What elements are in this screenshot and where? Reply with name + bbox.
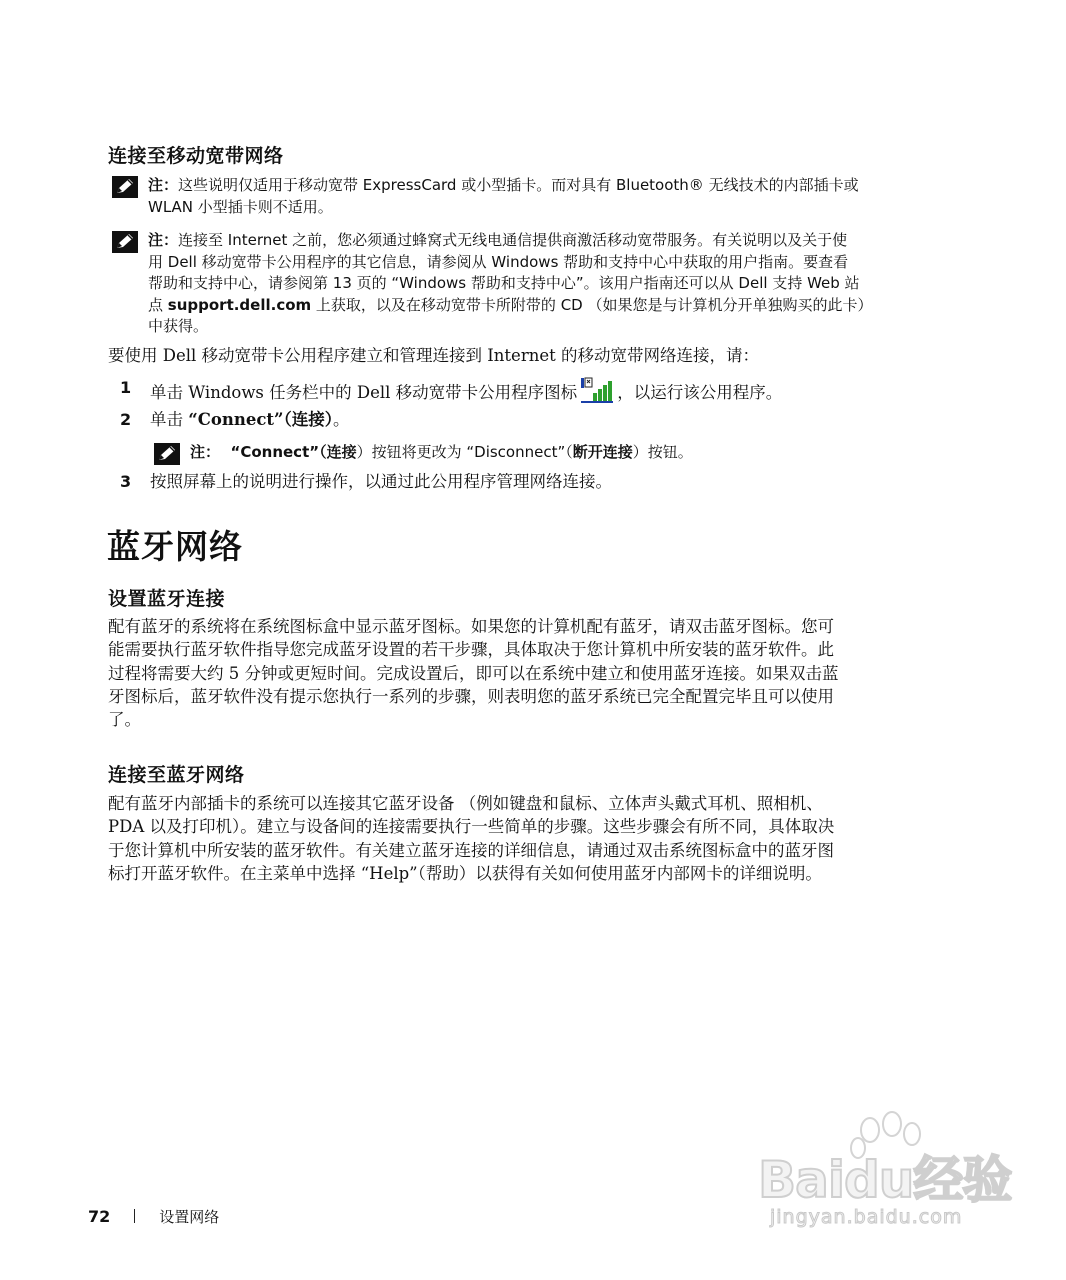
note-line: 这些说明仅适用于移动宽带 ExpressCard 或小型插卡。而对具有 Bluetooth® 无线技术的内部插卡或 <box>178 176 859 194</box>
setup-bluetooth-paragraph: 配有蓝牙的系统将在系统图标盒中显示蓝牙图标。如果您的计算机配有蓝牙，请双击蓝牙图标。您可 能需要执行蓝牙软件指导您完成蓝牙设置的若干步骤，具体取决于您计算机中所安装的蓝牙软件。此 过程将需要大约 5 分钟或更短时间。完成设置后，即可以在系统中建立和使用蓝牙连接。如果双击蓝 牙图标后，蓝牙软件没有提示您执行一系列的步骤，则表明您的蓝牙系统已完全配置完毕且可以使用 了。 <box>108 617 839 730</box>
heading-connect-bluetooth: 连接至蓝牙网络 <box>108 764 245 786</box>
heading-setup-bluetooth: 设置蓝牙连接 <box>108 588 226 610</box>
heading-bluetooth-network: 蓝牙网络 <box>107 527 243 566</box>
note-label: 注： <box>148 231 179 249</box>
connect-label: “Connect”（连接） <box>188 410 334 429</box>
intro-paragraph: 要使用 Dell 移动宽带卡公用程序建立和管理连接到 Internet 的移动宽带网络连接，请： <box>108 346 759 365</box>
connect-bluetooth-paragraph: 配有蓝牙内部插卡的系统可以连接其它蓝牙设备 （例如键盘和鼠标、立体声头戴式耳机、照相机、 PDA 以及打印机）。建立与设备间的连接需要执行一些简单的步骤。这些步骤会有所不同，具体取决 于您计算机中所安装的蓝牙软件。有关建立蓝牙连接的详细信息，请通过双击系统图标盒中的蓝牙图 标打开蓝牙软件。在主菜单中选择 “Help”（帮助）以获得有关如何使用蓝牙内部网卡的详细说明。 <box>108 794 835 883</box>
document-page: 连接至移动宽带网络 注：这些说明仅适用于移动宽带 ExpressCard 或小型插卡。而对具有 Bluetooth® 无线技术的内部插卡或 WLAN 小型插卡则不适用。 注：连接至 Internet 之前，您必须通过蜂窝式无线电通信提供商激活移动宽带服务。有关说明以及关于使 用 Dell 移动宽带卡公用程序的其它信息，请参阅从 Windows 帮助和支持中心中获取的用户指南。要查看 帮助和支持中心，请参阅第 13 页的 “Windows 帮助和支持中心”。该用户指南还可以从 Dell 支持 Web 站 点 support.dell.com 上获取，以及在移动宽带卡所附带的 CD （如果您是与计算机分开单独购买的此卡） 中获得。 要使用 Dell 移动宽带卡公用程序建立和管理连接到 Internet 的移动宽带网络连接，请： 1 单击 Windows 任务栏中的 Dell 移动宽带卡公用程序图标 ，以运行该公用程序。 2 单击 “Connect”（连接）。 注： “Connect”（连接）按钮将更改为 “Disconnect”（断开连接）按钮。 3 按照屏幕上的说明进行操作，以通过此公用程序管理网络连接。 蓝牙网络 设置蓝牙连接 配有蓝牙的系统将在系统图标盒中显示蓝牙图标。如果您的计算机配有蓝牙，请双击蓝牙图标。您可 能需要执行蓝牙软件指导您完成蓝牙设置的若干步骤，具体取决于您计算机中所安装的蓝牙软件。此 过程将需要大约 5 分钟或更短时间。完成设置后，即可以在系统中建立和使用蓝牙连接。如果双击蓝 牙图标后，蓝牙软件没有提示您执行一系列的步骤，则表明您的蓝牙系统已完全配置完毕且可以使用 了。 连接至蓝牙网络 配有蓝牙内部插卡的系统可以连接其它蓝牙设备 （例如键盘和鼠标、立体声头戴式耳机、照相机、 PDA 以及打印机）。建立与设备间的连接需要执行一些简单的步骤。这些步骤会有所不同，具体取决 于您计算机中所安装的蓝牙软件。有关建立蓝牙连接的详细信息，请通过双击系统图标盒中的蓝牙图 标打开蓝牙软件。在主菜单中选择 “Help”（帮助）以获得有关如何使用蓝牙内部网卡的详细说明。 72 设置网络 Baidu经验 jingyan.baidu.com <box>0 0 1066 1280</box>
heading-mobile-broadband: 连接至移动宽带网络 <box>108 145 284 167</box>
note-pencil-icon <box>112 231 138 253</box>
note-line: 中获得。 <box>148 317 209 335</box>
page-number: 72 <box>88 1207 111 1226</box>
baidu-logo-watermark: Baidu经验 <box>758 1151 1012 1209</box>
note-pencil-icon <box>112 176 138 198</box>
note-line: 用 Dell 移动宽带卡公用程序的其它信息，请参阅从 Windows 帮助和支持中心中获取的用户指南。要查看 <box>148 252 849 271</box>
footer-divider <box>134 1209 135 1223</box>
note-activation: 注：连接至 Internet 之前，您必须通过蜂窝式无线电通信提供商激活移动宽带服务。有关说明以及关于使 用 Dell 移动宽带卡公用程序的其它信息，请参阅从 Windows 帮助和支持中心中获取的用户指南。要查看 帮助和支持中心，请参阅第 13 页的 “Windows 帮助和支持中心”。该用户指南还可以从 Dell 支持 Web 站 点 support.dell.com 上获取，以及在移动宽带卡所附带的 CD （如果您是与计算机分开单独购买的此卡） 中获得。 <box>148 230 963 338</box>
note-disconnect: 注： “Connect”（连接）按钮将更改为 “Disconnect”（断开连接）按钮。 <box>190 442 890 464</box>
note-pencil-icon <box>154 443 180 465</box>
footer-section-name: 设置网络 <box>159 1208 220 1226</box>
support-link[interactable]: support.dell.com <box>167 295 312 314</box>
watermark-url: jingyan.baidu.com <box>770 1206 963 1228</box>
page-footer <box>88 1206 219 1227</box>
mobile-broadband-utility-icon <box>581 376 613 404</box>
note-expresscard <box>148 175 958 218</box>
note-line: 连接至 Internet 之前，您必须通过蜂窝式无线电通信提供商激活移动宽带服务。有关说明以及关于使 <box>178 231 848 249</box>
note-label: 注： <box>190 443 221 461</box>
note-line: WLAN 小型插卡则不适用。 <box>148 197 333 216</box>
note-line: 帮助和支持中心，请参阅第 13 页的 “Windows 帮助和支持中心”。该用户指南还可以从 Dell 支持 Web 站 <box>148 274 860 292</box>
note-label: 注： <box>148 176 179 194</box>
